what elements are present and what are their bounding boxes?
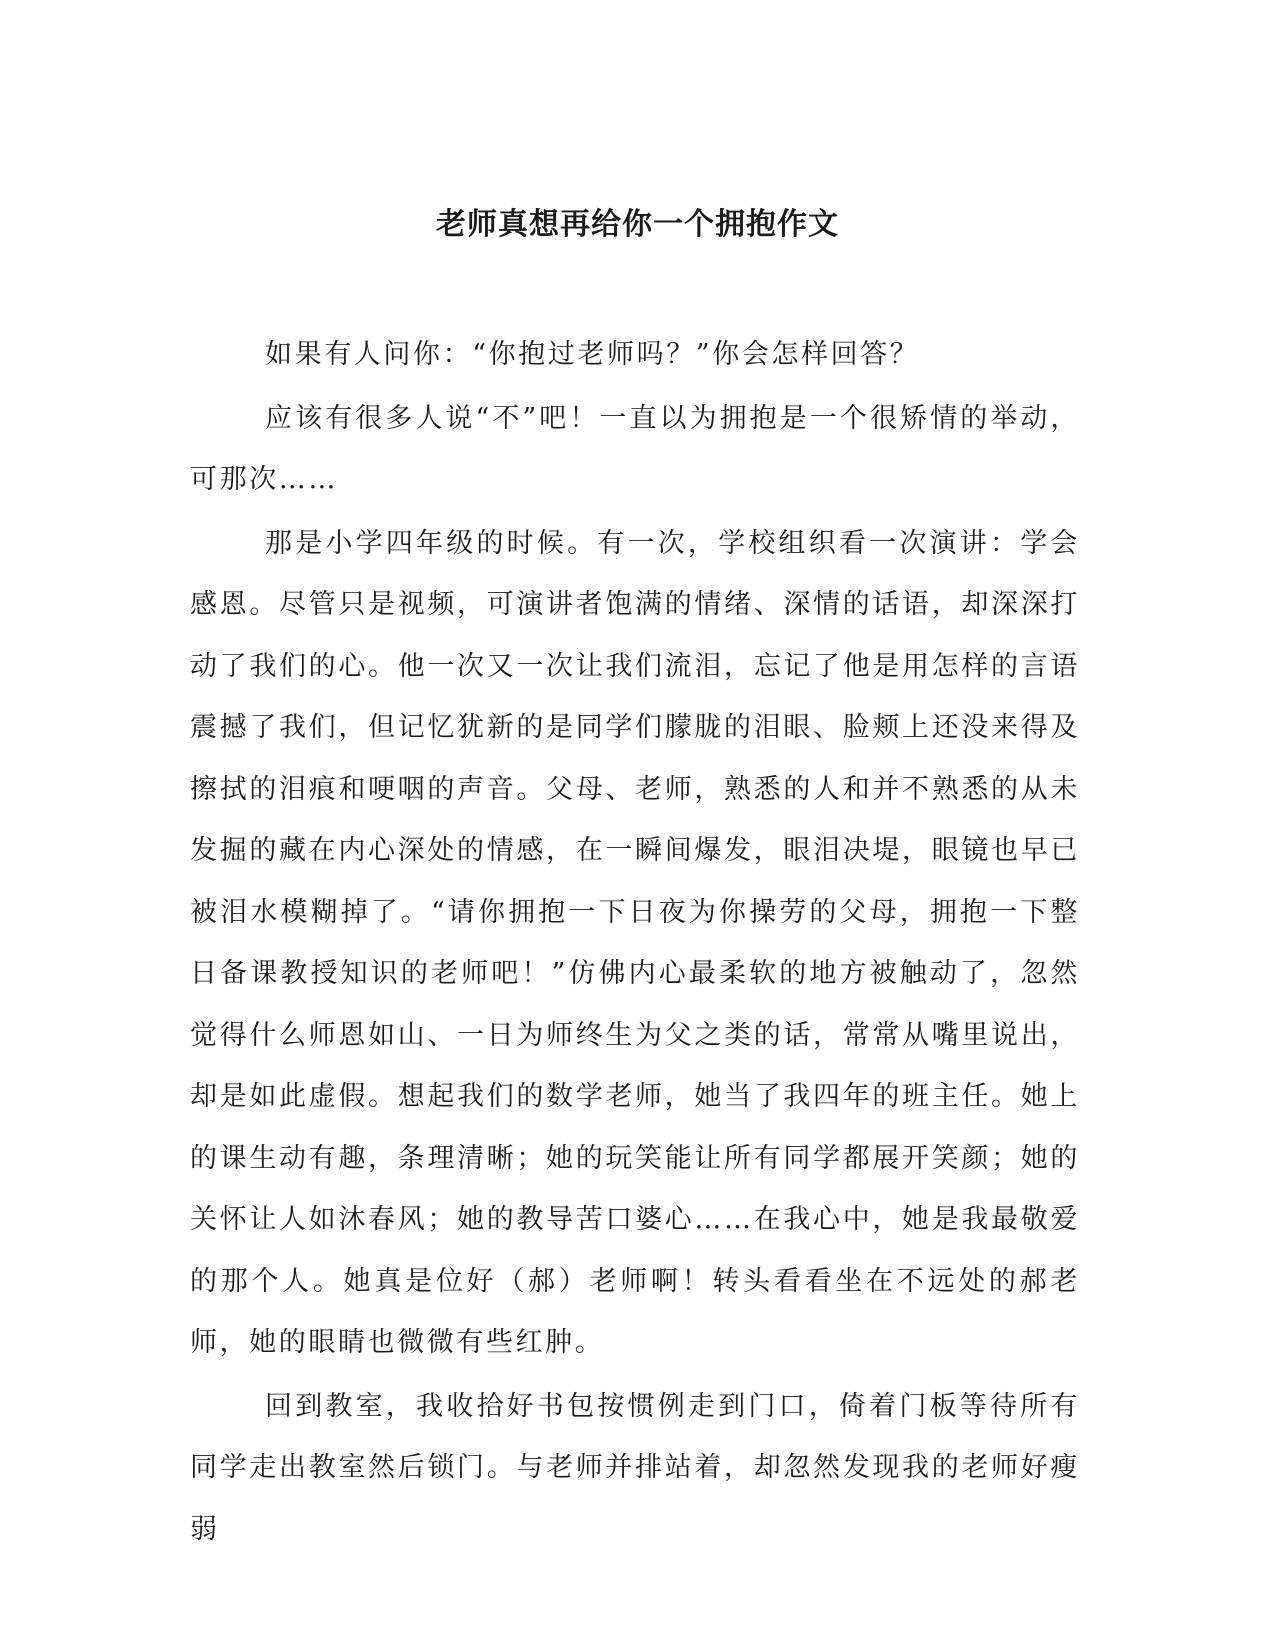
paragraph: 那是小学四年级的时候。有一次，学校组织看一次演讲：学会感恩。尽管只是视频，可演讲者饱满的情绪、深情的话语，却深深打动了我们的心。他一次又一次让我们流泪，忘记了他是用怎样的言语震撼了我们，但记忆犹新的是同学们朦胧的泪眼、脸颊上还没来得及擦拭的泪痕和哽咽的声音。父母、老师，熟悉的人和并不熟悉的从未发掘的藏在内心深处的情感，在一瞬间爆发，眼泪决堤，眼镜也早已被泪水模糊掉了。“请你拥抱一下日夜为你操劳的父母，拥抱一下整日备课教授知识的老师吧！”仿佛内心最柔软的地方被触动了，忽然觉得什么师恩如山、一日为师终生为父之类的话，常常从嘴里说出，却是如此虚假。想起我们的数学老师，她当了我四年的班主任。她上的课生动有趣，条理清晰；她的玩笑能让所有同学都展开笑颜；她的关怀让人如沐春风；她的教导苦口婆心……在我心中，她是我最敬爱的那个人。她真是位好（郝）老师啊！转头看看坐在不远处的郝老师，她的眼睛也微微有些红肿。: [190, 527, 1080, 1358]
paragraph: 回到教室，我收拾好书包按惯例走到门口，倚着门板等待所有同学走出教室然后锁门。与老师并排站着，却忽然发现我的老师好瘦弱: [190, 1390, 1080, 1545]
paragraph: 如果有人问你：“你抱过老师吗？”你会怎样回答？: [265, 339, 920, 370]
paragraph: 应该有很多人说“不”吧！一直以为拥抱是一个很矫情的举动，可那次……: [190, 402, 1080, 495]
document-title: 老师真想再给你一个拥抱作文: [436, 207, 839, 242]
essay-body: [190, 324, 1080, 1562]
